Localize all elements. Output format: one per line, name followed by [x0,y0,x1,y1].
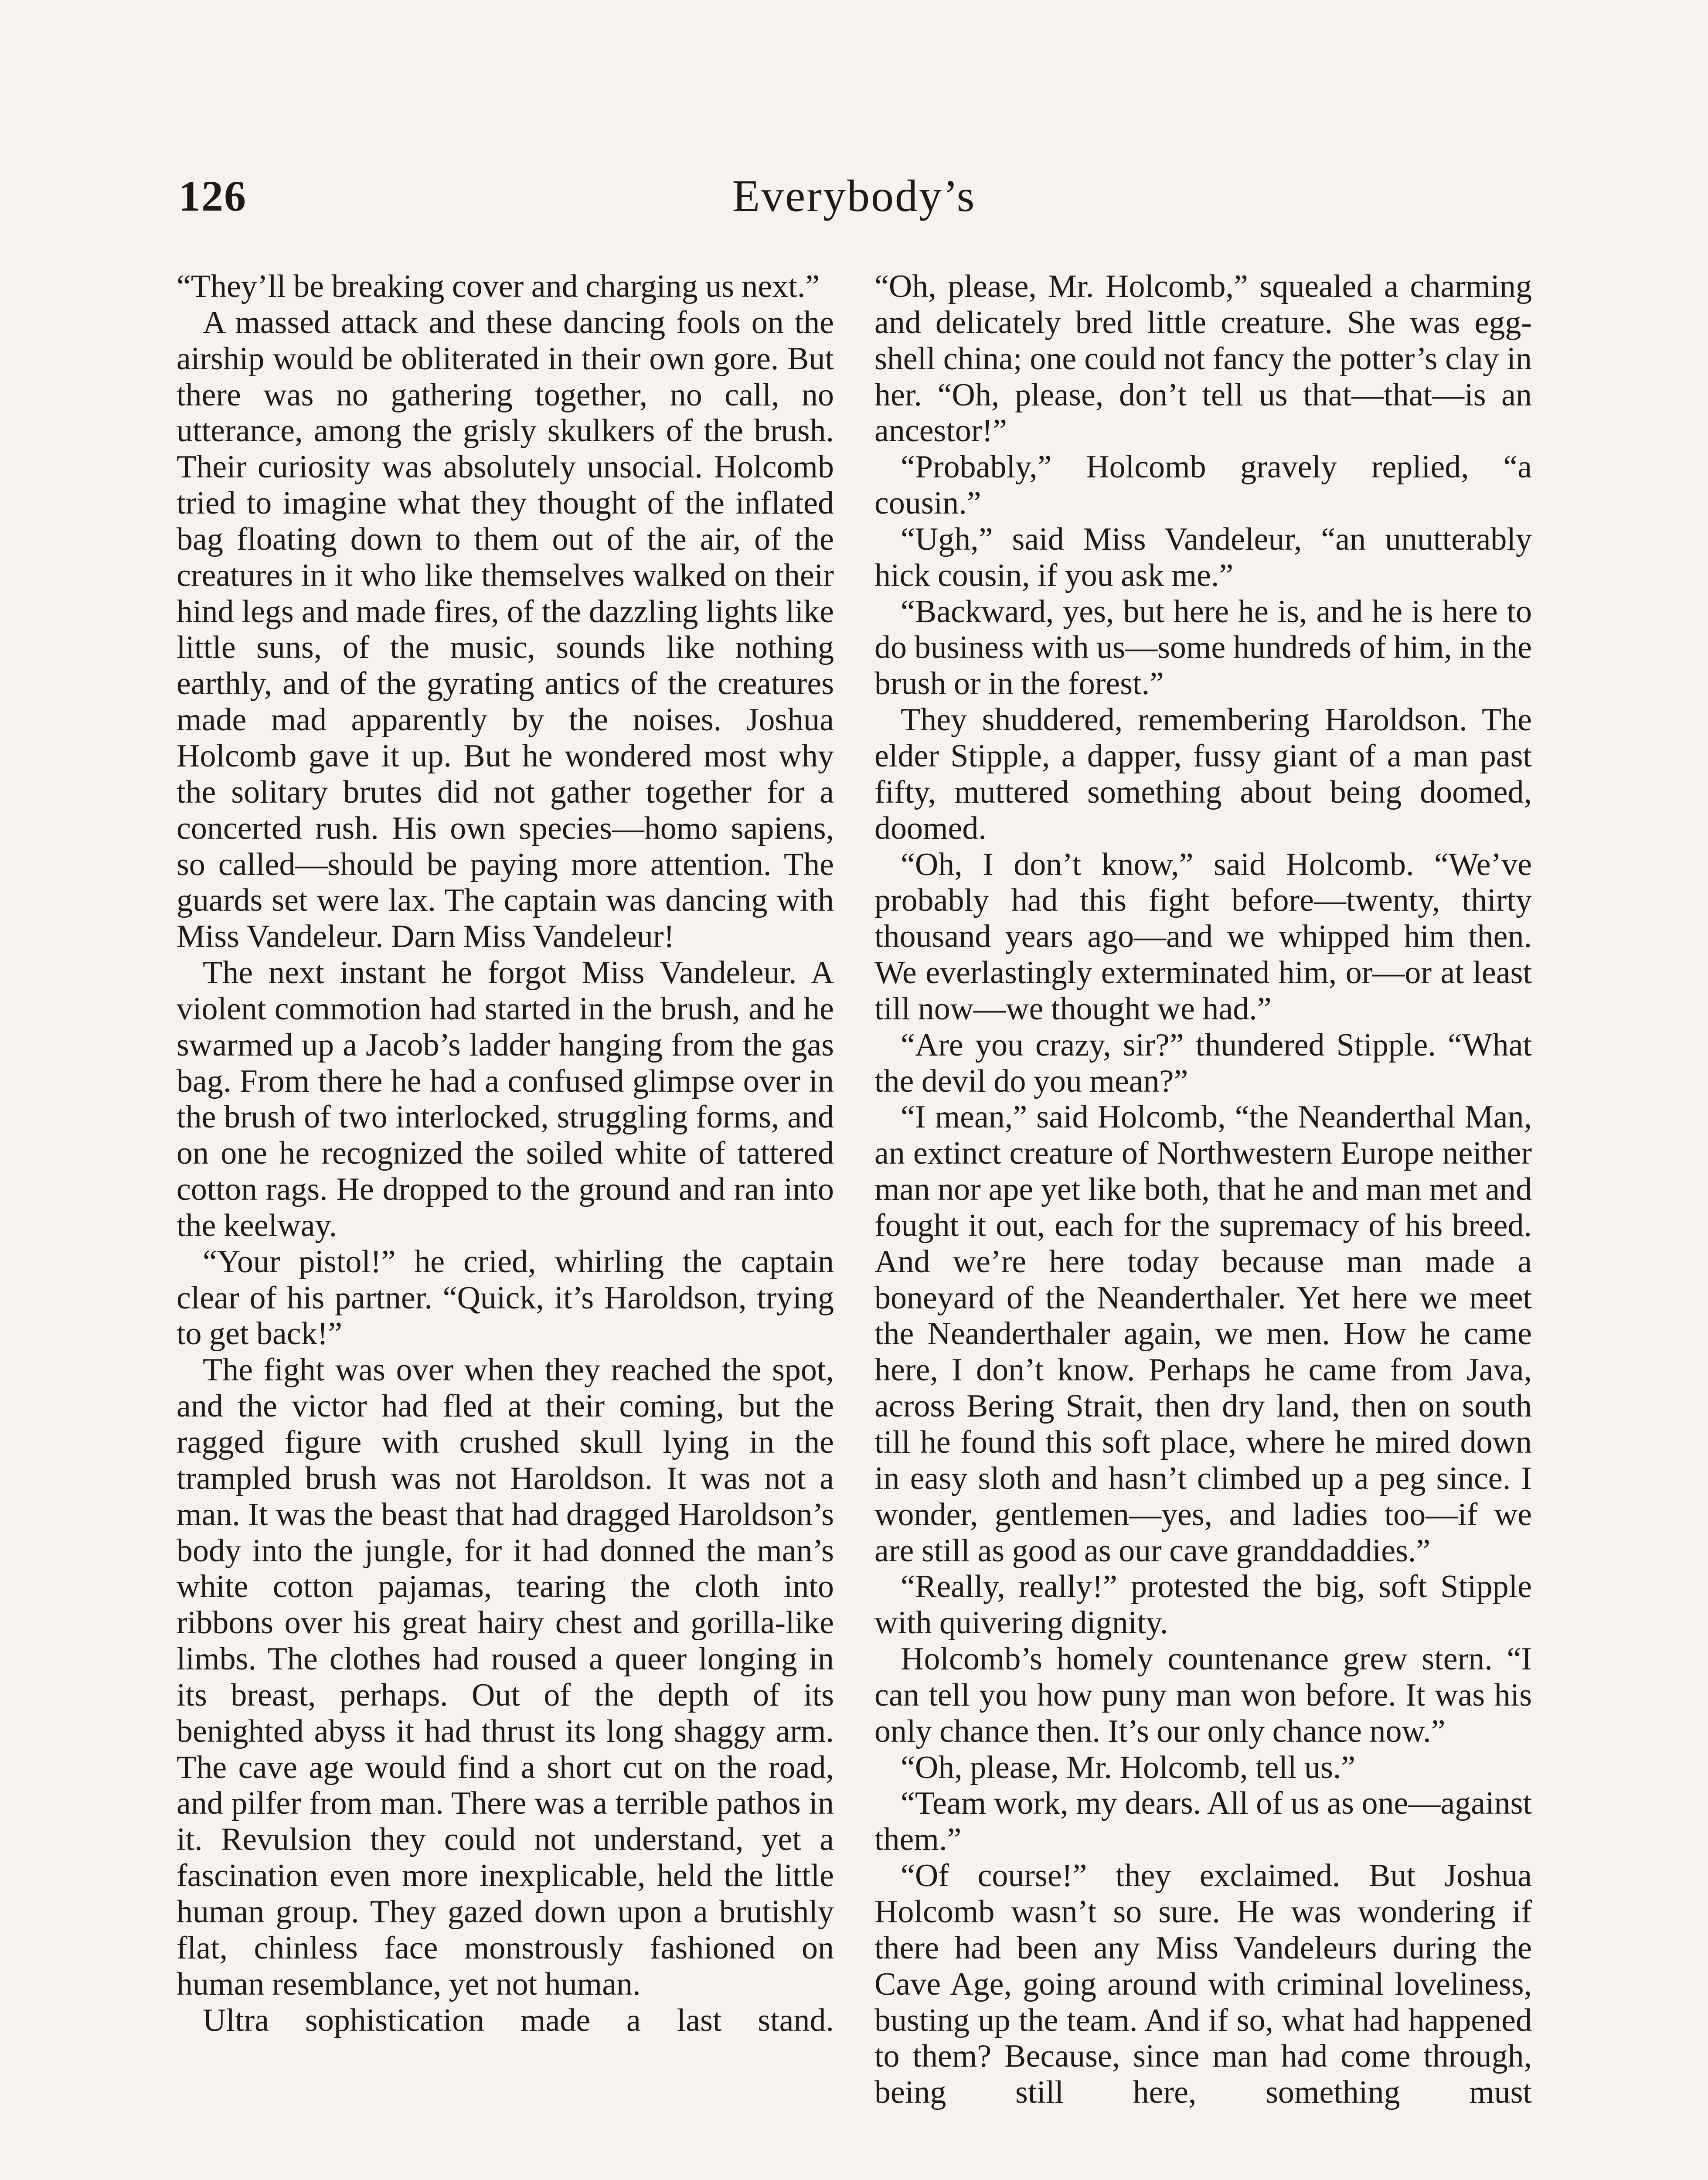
paragraph: “Of course!” they exclaimed. But Joshua Holcomb wasn’t so sure. He was wondering if there had been any Miss Vandeleurs during the Cave Age, going around with criminal loveliness, busting up the team. And if so, what had happened to them? Because, since man had come through, being still here, something must [874,1858,1532,2111]
paragraph: “They’ll be breaking cover and charging us next.” [177,269,820,304]
paragraph: “Team work, my dears. All of us as one—against them.” [874,1785,1532,1858]
paragraph: “Probably,” Holcomb gravely replied, “a cousin.” [874,449,1532,521]
paragraph: “Oh, I don’t know,” said Holcomb. “We’ve probably had this fight before—twenty, thirty thousand years ago—and we whipped him then. We everlastingly exterminated him, or—or at least till now—we thought we had.” [874,846,1532,1027]
paragraph: The fight was over when they reached the spot, and the victor had fled at their coming, but the ragged figure with crushed skull lying in the trampled brush was not Haroldson. It was not a man. It was the beast that had dragged Haroldson’s body into the jungle, for it had donned the man’s white cotton pajamas, tearing the cloth into ribbons over his great hairy chest and gorilla-like limbs. The clothes had roused a queer longing in its breast, perhaps. Out of the depth of its benighted abyss it had thrust its long shaggy arm. The cave age would find a short cut on the road, and pilfer from man. There was a terrible pathos in it. Revulsion they could not understand, yet a fascination even more inexplicable, held the little human group. They gazed down upon a brutishly flat, chinless face monstrously fashioned on human resemblance, yet not human. [177,1352,834,2002]
paragraph: “I mean,” said Holcomb, “the Neanderthal Man, an extinct creature of Northwestern Europe neither man nor ape yet like both, that he and man met and fought it out, each for the supremacy of his breed. And we’re here today because man made a boneyard of the Neanderthaler. Yet here we meet the Neanderthaler again, we men. How he came here, I don’t know. Perhaps he came from Java, across Bering Strait, then dry land, then on south till he found this soft place, where he mired down in easy sloth and hasn’t climbed up a peg since. I wonder, gentlemen—yes, and ladies too—if we are still as good as our cave granddaddies.” [874,1099,1532,1569]
paragraph: The next instant he forgot Miss Vandeleur. A violent commotion had started in the brush, and he swarmed up a Jacob’s ladder hanging from the gas bag. From there he had a confused glimpse over in the brush of two interlocked, struggling forms, and on one he recognized the soiled white of tattered cotton rags. He dropped to the ground and ran into the keelway. [177,955,834,1243]
paragraph: Ultra sophistication made a last stand. [203,2002,834,2038]
paragraph: “Backward, yes, but here he is, and he is here to do business with us—some hundreds of him, in the brush or in the forest.” [874,593,1532,702]
paragraph: “Oh, please, Mr. Holcomb, tell us.” [901,1749,1356,1785]
paragraph: “Ugh,” said Miss Vandeleur, “an unutterably hick cousin, if you ask me.” [874,521,1532,593]
running-title: Everybody’s [732,171,976,221]
page-number: 126 [179,172,247,220]
paragraph: “Really, really!” protested the big, soft Stipple with quivering dignity. [874,1569,1532,1641]
paragraph: A massed attack and these dancing fools on the airship would be obliterated in their own gore. But there was no gathering together, no call, no utterance, among the grisly skulkers of the brush. Their curiosity was absolutely unsocial. Holcomb tried to imagine what they thought of the inflated bag floating down to them out of the air, of the creatures in it who like themselves walked on their hind legs and made fires, of the dazzling lights like little suns, of the music, sounds like nothing earthly, and of the gyrating antics of the creatures made mad apparently by the noises. Joshua Holcomb gave it up. But he wondered most why the solitary brutes did not gather together for a concerted rush. His own species—homo sapiens, so called—should be paying more attention. The guards set were lax. The captain was dancing with Miss Vandeleur. Darn Miss Vandeleur! [177,304,834,955]
paragraph: “Are you crazy, sir?” thundered Stipple. “What the devil do you mean?” [874,1027,1532,1099]
paragraph: “Oh, please, Mr. Holcomb,” squealed a charming and delicately bred little creature. She was egg-shell china; one could not fancy the potter’s clay in her. “Oh, please, don’t tell us that—that—is an ancestor!” [874,269,1532,449]
paragraph: “Your pistol!” he cried, whirling the captain clear of his partner. “Quick, it’s Haroldson, trying to get back!” [177,1243,834,1352]
left-column [177,269,834,2038]
paragraph: Holcomb’s homely countenance grew stern. “I can tell you how puny man won before. It was his only chance then. It’s our only chance now.” [874,1641,1532,1749]
page-header [0,166,1708,227]
right-column [874,269,1532,2111]
paragraph: They shuddered, remembering Haroldson. The elder Stipple, a dapper, fussy giant of a man past fifty, muttered something about being doomed, doomed. [874,702,1532,846]
